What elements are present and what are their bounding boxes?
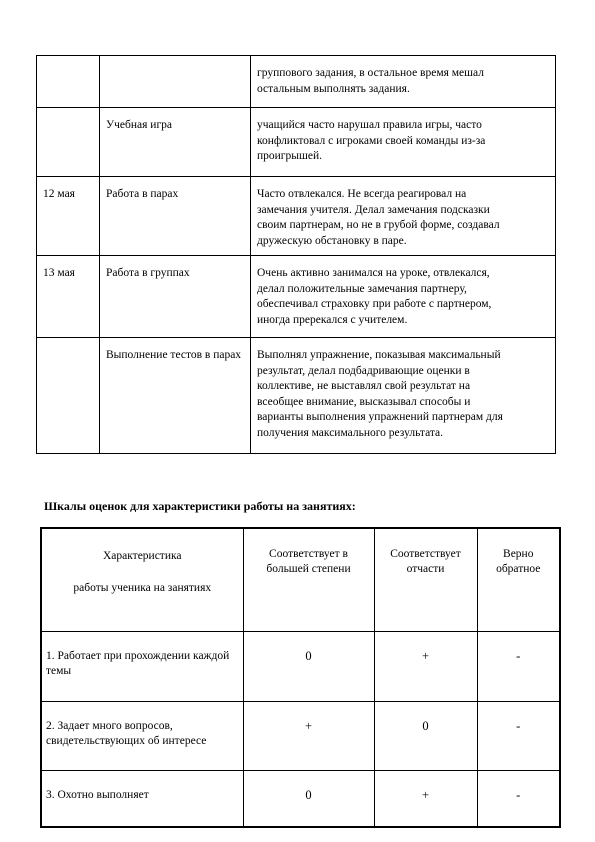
header-characteristic-line1: Характеристика [102, 550, 182, 562]
mark-cell: 0 [243, 771, 374, 828]
header-row [41, 528, 560, 632]
header-characteristic [41, 528, 243, 632]
note-line: учащийся часто нарушал правила игры, часто [257, 119, 482, 131]
observations-table [36, 55, 556, 454]
header-characteristic-line2: работы ученика на занятиях [73, 582, 212, 594]
mark-cell: - [477, 632, 560, 702]
note-line: коллективе, не выставлял свой результат на [257, 380, 471, 392]
date-cell [37, 56, 100, 108]
notes-cell [251, 108, 556, 177]
note-line: всеобщее внимание, высказывал способы и [257, 395, 471, 408]
mark-cell: + [374, 771, 477, 828]
table-row [41, 771, 560, 828]
note-line: делал положительные замечания партнеру, [257, 282, 467, 295]
note-line: варианты выполнения упражнений партнерам для [257, 411, 503, 423]
table-row [37, 177, 556, 256]
table-row [41, 702, 560, 771]
table-row [37, 338, 556, 454]
notes-cell [251, 56, 556, 108]
note-line: своим партнерам, но не в грубой форме, создавал [257, 219, 500, 231]
characteristic-cell: 1. Работает при прохождении каждой темы [41, 632, 243, 702]
mark-cell: - [477, 702, 560, 771]
note-line: остальным выполнять задания. [257, 82, 410, 95]
note-line: получения максимального результата. [257, 426, 444, 439]
header-partially-matches: Соответствует отчасти [374, 528, 477, 632]
mark-cell: - [477, 771, 560, 828]
date-cell [37, 108, 100, 177]
table-row [41, 632, 560, 702]
note-line: проигрышей. [257, 150, 322, 162]
notes-cell [251, 338, 556, 454]
activity-cell: Учебная игра [100, 108, 251, 177]
table-row [37, 256, 556, 338]
mark-cell: 0 [374, 702, 477, 771]
note-line: Выполнял упражнение, показывая максимальный [257, 349, 501, 361]
notes-cell [251, 256, 556, 338]
mark-cell: + [374, 632, 477, 702]
header-mostly-matches: Соответствует в большей степени [243, 528, 374, 632]
header-opposite: Верно обратное [477, 528, 560, 632]
activity-cell: Выполнение тестов в парах [100, 338, 251, 454]
date-cell: 13 мая [37, 256, 100, 338]
note-line: Часто отвлекался. Не всегда реагировал на [257, 188, 467, 200]
activity-cell: Работа в группах [100, 256, 251, 338]
date-cell: 12 мая [37, 177, 100, 256]
note-line: дружескую обстановку в паре. [257, 234, 407, 247]
rating-scales-title: Шкалы оценок для характеристики работы на занятиях: [44, 499, 356, 513]
mark-cell: + [243, 702, 374, 771]
mark-cell: 0 [243, 632, 374, 702]
table-row [37, 56, 556, 108]
date-cell [37, 338, 100, 454]
note-line: конфликтовал с игроками своей команды из-за [257, 134, 486, 147]
characteristic-cell: 2. Задает много вопросов, свидетельствующих об интересе [41, 702, 243, 771]
notes-cell [251, 177, 556, 256]
note-line: Очень активно занимался на уроке, отвлекался, [257, 267, 490, 279]
rating-scale-table [40, 527, 561, 828]
characteristic-cell: 3. Охотно выполняет [41, 771, 243, 828]
activity-cell: Работа в парах [100, 177, 251, 256]
note-line: обеспечивал страховку при работе с партнером, [257, 298, 492, 310]
note-line: результат, делал подбадривающие оценки в [257, 364, 470, 377]
note-line: иногда пререкался с учителем. [257, 313, 408, 326]
table-row [37, 108, 556, 177]
note-line: замечания учителя. Делал замечания подсказки [257, 203, 490, 216]
activity-cell [100, 56, 251, 108]
note-line: группового задания, в остальное время мешал [257, 67, 484, 79]
